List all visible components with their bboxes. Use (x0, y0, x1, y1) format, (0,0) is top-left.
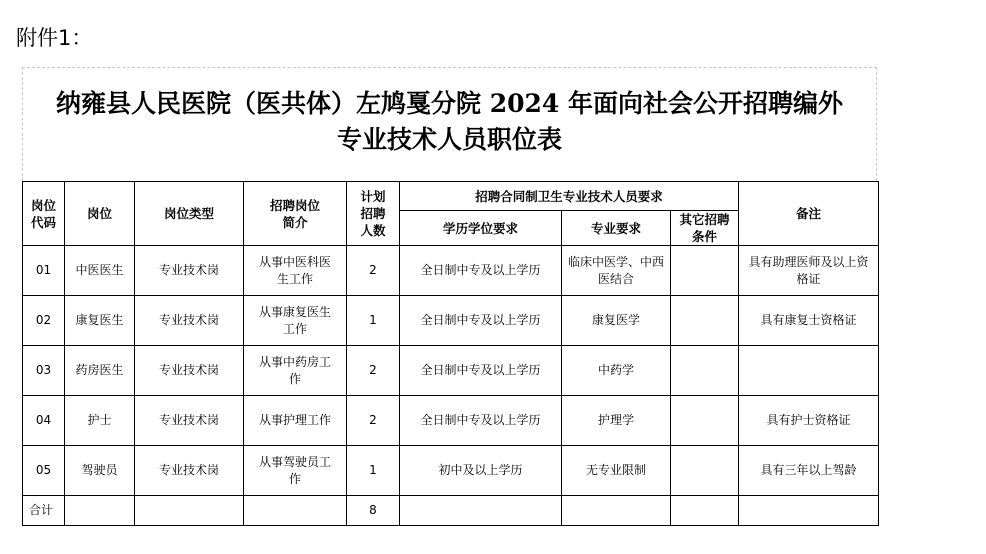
cell-remarks: 具有护士资格证 (739, 396, 879, 446)
cell-education: 全日制中专及以上学历 (400, 246, 562, 296)
total-empty-cell (65, 496, 135, 526)
cell-major: 康复医学 (562, 296, 671, 346)
cell-intro: 从事康复医生工作 (244, 296, 347, 346)
cell-education: 全日制中专及以上学历 (400, 296, 562, 346)
total-label: 合计 (23, 496, 65, 526)
total-empty-cell (400, 496, 562, 526)
cell-code: 03 (23, 346, 65, 396)
cell-position: 中医医生 (65, 246, 135, 296)
header-position: 岗位 (65, 182, 135, 246)
document-title (22, 86, 877, 158)
cell-remarks: 具有三年以上驾龄 (739, 446, 879, 496)
cell-intro: 从事护理工作 (244, 396, 347, 446)
cell-type: 专业技术岗 (135, 346, 244, 396)
cell-other (671, 246, 739, 296)
header-intro: 招聘岗位简介 (244, 182, 347, 246)
cell-count: 2 (347, 246, 400, 296)
header-education: 学历学位要求 (400, 211, 562, 246)
header-other: 其它招聘条件 (671, 211, 739, 246)
cell-code: 01 (23, 246, 65, 296)
total-empty-cell (135, 496, 244, 526)
cell-other (671, 296, 739, 346)
cell-other (671, 346, 739, 396)
cell-intro: 从事中药房工作 (244, 346, 347, 396)
cell-education: 全日制中专及以上学历 (400, 346, 562, 396)
header-remarks: 备注 (739, 182, 879, 246)
cell-education: 全日制中专及以上学历 (400, 396, 562, 446)
total-empty-cell (739, 496, 879, 526)
cell-count: 2 (347, 346, 400, 396)
total-empty-cell (244, 496, 347, 526)
cell-other (671, 446, 739, 496)
cell-position: 驾驶员 (65, 446, 135, 496)
attachment-label: 附件1： (16, 26, 93, 50)
cell-code: 02 (23, 296, 65, 346)
table-row (23, 246, 879, 296)
positions-table (22, 181, 879, 526)
table-row (23, 446, 879, 496)
cell-count: 2 (347, 396, 400, 446)
cell-remarks (739, 346, 879, 396)
cell-major: 中药学 (562, 346, 671, 396)
total-row (23, 496, 879, 526)
cell-other (671, 396, 739, 446)
title-line-1: 纳雍县人民医院（医共体）左鸠戛分院 2024 年面向社会公开招聘编外 (56, 89, 843, 118)
cell-major: 临床中医学、中西医结合 (562, 246, 671, 296)
table-row (23, 346, 879, 396)
cell-type: 专业技术岗 (135, 446, 244, 496)
header-major: 专业要求 (562, 211, 671, 246)
cell-position: 护士 (65, 396, 135, 446)
cell-code: 05 (23, 446, 65, 496)
header-count: 计划招聘人数 (347, 182, 400, 246)
cell-education: 初中及以上学历 (400, 446, 562, 496)
cell-count: 1 (347, 296, 400, 346)
table-row (23, 396, 879, 446)
total-count: 8 (347, 496, 400, 526)
total-empty-cell (671, 496, 739, 526)
cell-major: 护理学 (562, 396, 671, 446)
cell-type: 专业技术岗 (135, 296, 244, 346)
cell-code: 04 (23, 396, 65, 446)
cell-count: 1 (347, 446, 400, 496)
cell-position: 康复医生 (65, 296, 135, 346)
cell-intro: 从事驾驶员工作 (244, 446, 347, 496)
cell-position: 药房医生 (65, 346, 135, 396)
header-row-1 (23, 182, 879, 211)
cell-remarks: 具有康复士资格证 (739, 296, 879, 346)
cell-major: 无专业限制 (562, 446, 671, 496)
header-type: 岗位类型 (135, 182, 244, 246)
table-row (23, 296, 879, 346)
cell-intro: 从事中医科医生工作 (244, 246, 347, 296)
cell-type: 专业技术岗 (135, 396, 244, 446)
title-line-2: 专业技术人员职位表 (336, 125, 562, 154)
header-code: 岗位代码 (23, 182, 65, 246)
header-requirements-group: 招聘合同制卫生专业技术人员要求 (400, 182, 739, 211)
cell-remarks: 具有助理医师及以上资格证 (739, 246, 879, 296)
cell-type: 专业技术岗 (135, 246, 244, 296)
total-empty-cell (562, 496, 671, 526)
